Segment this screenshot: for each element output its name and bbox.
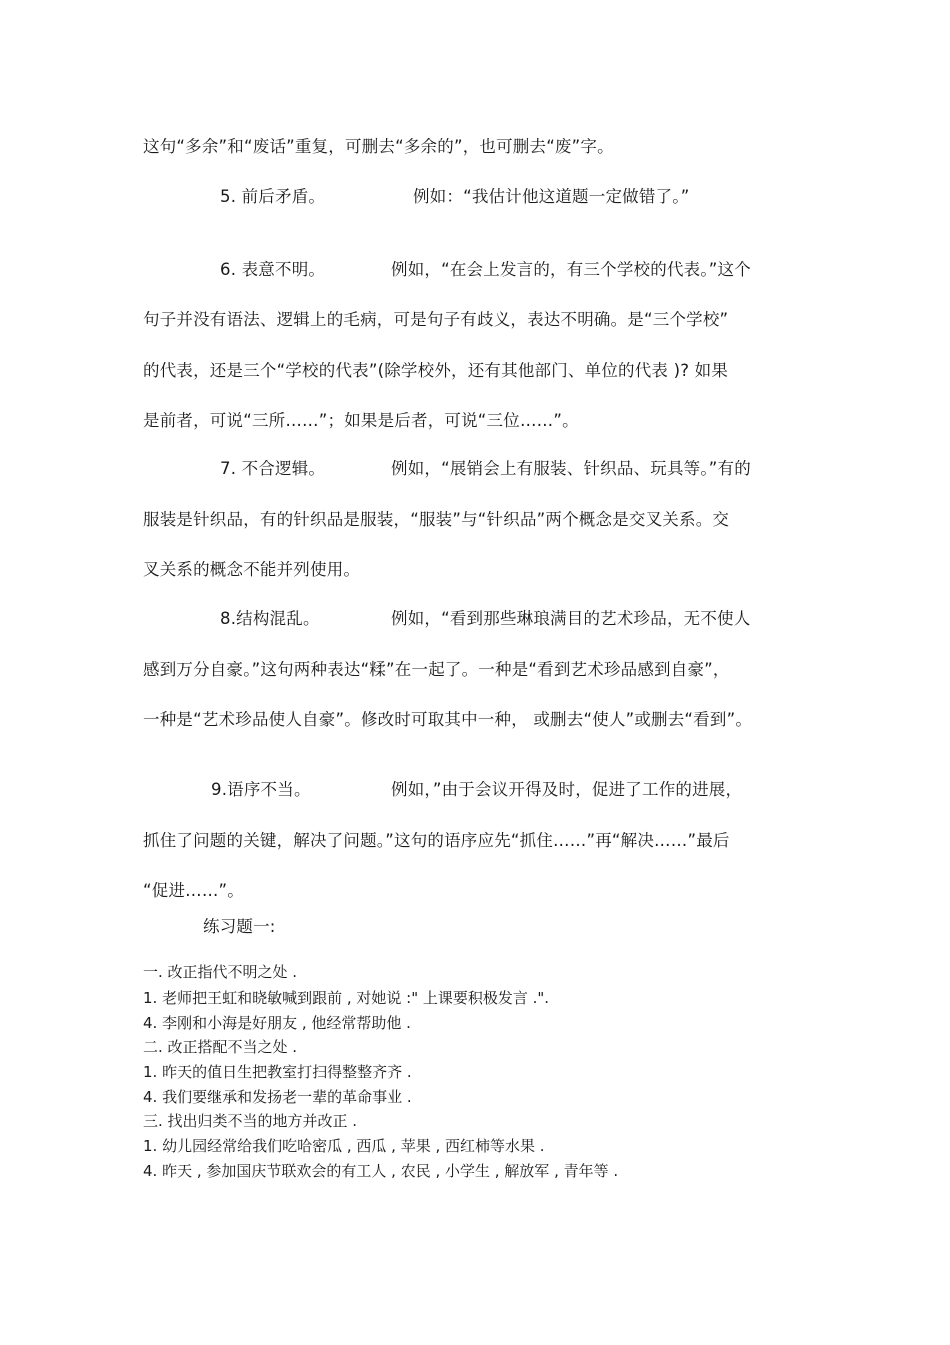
paragraph-line: “促进……”。 bbox=[143, 881, 244, 900]
section-heading: 8.结构混乱。 bbox=[220, 609, 320, 628]
paragraph-line: 的代表，还是三个“学校的代表”(除学校外，还有其他部门、单位的代表 )? 如果 bbox=[143, 361, 729, 380]
exercise-heading: 二. 改正搭配不当之处 . bbox=[143, 1038, 298, 1056]
exercise-item: 1. 昨天的值日生把教室打扫得整整齐齐 . bbox=[143, 1063, 412, 1081]
section-heading: 7. 不合逻辑。 bbox=[220, 459, 326, 478]
example-text: 例如，“展销会上有服装、针织品、玩具等。”有的 bbox=[391, 459, 751, 478]
exercise-item: 1. 幼儿园经常给我们吃哈密瓜 , 西瓜 , 苹果 , 西红柿等水果 . bbox=[143, 1137, 545, 1155]
paragraph-line: 叉关系的概念不能并列使用。 bbox=[143, 560, 361, 579]
example-text: 例如，”由于会议开得及时，促进了工作的进展， bbox=[391, 780, 743, 799]
exercise-item: 4. 昨天 , 参加国庆节联欢会的有工人 , 农民 , 小学生 , 解放军 , 青年等 . bbox=[143, 1162, 619, 1180]
paragraph-line: 这句“多余”和“废话”重复，可删去“多余的”，也可删去“废”字。 bbox=[143, 137, 614, 156]
example-text: 例如，“看到那些琳琅满目的艺术珍品，无不使人 bbox=[391, 609, 751, 628]
exercise-title: 练习题一: bbox=[203, 917, 276, 936]
example-text: 例如，“在会上发言的，有三个学校的代表。”这个 bbox=[391, 260, 751, 279]
paragraph-line: 是前者，可说“三所……”；如果是后者，可说“三位……”。 bbox=[143, 411, 579, 430]
paragraph-line: 感到万分自豪。”这句两种表达“糅”在一起了。一种是“看到艺术珍品感到自豪”， bbox=[143, 660, 730, 679]
exercise-heading: 三. 找出归类不当的地方并改正 . bbox=[143, 1112, 358, 1130]
section-heading: 5. 前后矛盾。 bbox=[220, 187, 326, 206]
exercise-item: 1. 老师把王虹和晓敏喊到跟前 , 对她说 :" 上课要积极发言 .". bbox=[143, 989, 550, 1007]
example-text: 例如：“我估计他这道题一定做错了。” bbox=[413, 187, 690, 206]
exercise-heading: 一. 改正指代不明之处 . bbox=[143, 963, 298, 981]
section-heading: 9.语序不当。 bbox=[211, 780, 311, 799]
section-heading: 6. 表意不明。 bbox=[220, 260, 326, 279]
exercise-item: 4. 李刚和小海是好朋友 , 他经常帮助他 . bbox=[143, 1014, 411, 1032]
paragraph-line: 抓住了问题的关键，解决了问题。”这句的语序应先“抓住……”再“解决……”最后 bbox=[143, 831, 730, 850]
paragraph-line: 一种是“艺术珍品使人自豪”。修改时可取其中一种， 或删去“使人”或删去“看到”。 bbox=[143, 710, 753, 729]
paragraph-line: 服装是针织品，有的针织品是服装，“服装”与“针织品”两个概念是交叉关系。交 bbox=[143, 510, 730, 529]
paragraph-line: 句子并没有语法、逻辑上的毛病，可是句子有歧义，表达不明确。是“三个学校” bbox=[143, 310, 729, 329]
exercise-item: 4. 我们要继承和发扬老一辈的革命事业 . bbox=[143, 1088, 412, 1106]
